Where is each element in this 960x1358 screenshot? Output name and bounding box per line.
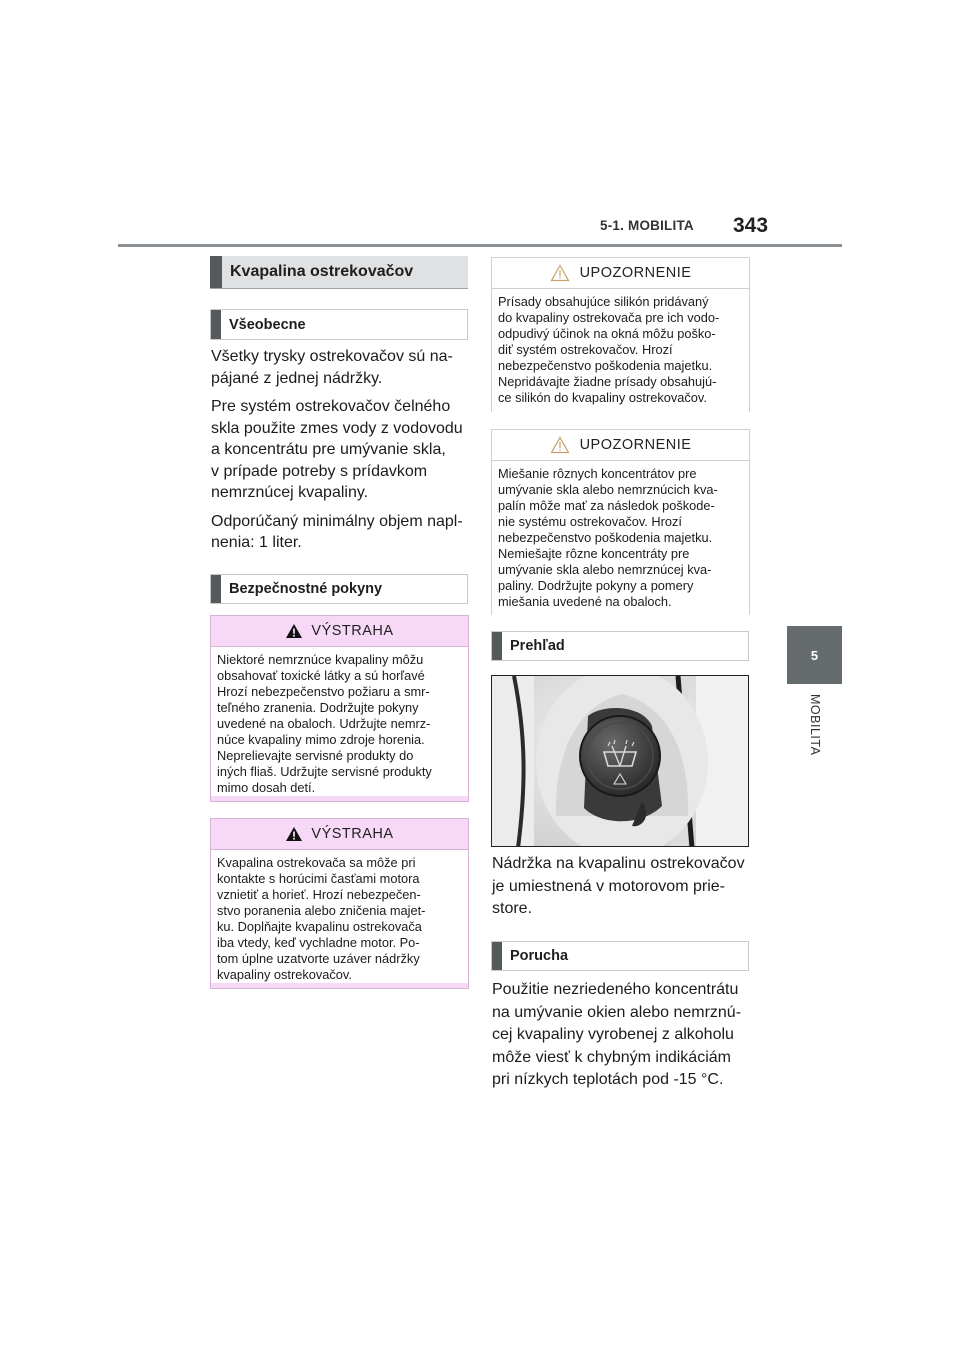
main-heading-rule <box>210 288 468 289</box>
warning-title: VÝSTRAHA <box>211 819 468 849</box>
warning-title: VÝSTRAHA <box>211 616 468 646</box>
notice-text: Miešanie rôznych koncentrátov pre umývanie skla alebo nemrznúcich kva- palín môže mať za následok poškode- nie systému ostrekovačov. Hrozí nebezpečenstvo poškodenia majetku. Nemiešajte rôzne koncentráty pre umývanie skla alebo nemrznúcej kva- paliny. Dodržujte pokyny a pomery miešania uvedené na obaloch. <box>492 460 749 616</box>
chapter-number: 5 <box>810 647 819 663</box>
warning-box <box>210 615 469 802</box>
paragraph: Pre systém ostrekovačov čelného skla použite zmes vody z vodovodu a koncentrátu pre umývanie skla, v prípade potreby s prídavkom nemrznúcej kvapaliny. <box>211 398 463 501</box>
page-number: 343 <box>733 214 769 237</box>
notice-box <box>491 429 750 615</box>
notice-title: UPOZORNENIE <box>492 258 749 288</box>
warning-text: Niektoré nemrznúce kvapaliny môžu obsahovať toxické látky a sú horľavé Hrozí nebezpečenstvo požiaru a smr- teľného zranenia. Dodržujte pokyny uvedené na obaloch. Udržujte nemrz- núce kvapaliny mimo zdroje horenia. Neprelievajte servisné produkty do iných fliaš. Udržujte servisné produkty mimo dosah detí. <box>211 646 468 796</box>
paragraph: Odporúčaný minimálny objem napl- nenia: 1 liter. <box>211 512 463 551</box>
washer-cap-icon <box>492 676 749 847</box>
warning-text: Kvapalina ostrekovača sa môže pri kontakte s horúcimi časťami motora vznietiť a horieť. Hrozí nebezpečen- stvo poranenia alebo zničenia majet- ku. Doplňajte kvapalinu ostrekovača iba vtedy, keď vychladne motor. Po- tom úplne uzatvorte uzáver nádržky kvapaliny ostrekovačov. <box>211 849 468 983</box>
side-rule <box>787 244 842 247</box>
warning-triangle-icon <box>285 623 303 639</box>
photo-caption: Nádržka na kvapalinu ostrekovačov je umiestnená v motorovom prie- store. <box>492 855 745 917</box>
section-title: 5-1. MOBILITA <box>600 218 694 233</box>
fault-text: Použitie nezriedeného koncentrátu na umývanie okien alebo nemrznú- cej kvapaliny vyrobenej z alkoholu môže viesť k chybným indikáciám pri nízkych teplotách pod -15 °C. <box>492 981 742 1088</box>
notice-box <box>491 257 750 412</box>
warning-box <box>210 818 469 989</box>
fault-heading: Porucha <box>491 941 749 971</box>
overview-heading: Prehľad <box>491 631 749 661</box>
safety-heading: Bezpečnostné pokyny <box>210 574 468 604</box>
caution-triangle-icon <box>550 264 570 282</box>
chapter-tab[interactable] <box>787 626 842 684</box>
washer-reservoir-photo <box>491 675 749 847</box>
notice-title: UPOZORNENIE <box>492 430 749 460</box>
chapter-label: MOBILITA <box>808 694 822 756</box>
notice-text: Prísady obsahujúce silikón pridávaný do kvapaliny ostrekovača pre ich vodo- odpudivý účinok na okná môžu poško- diť systém ostrekovačov. Hrozí nebezpečenstvo poškodenia majetku. Nepridávajte žiadne prísady obsahujú- ce silikón do kvapaliny ostrekovačov. <box>492 288 749 412</box>
paragraph: Všetky trysky ostrekovačov sú na- pájané z jednej nádržky. <box>211 348 453 387</box>
warning-triangle-icon <box>285 826 303 842</box>
caution-triangle-icon <box>550 436 570 454</box>
general-heading: Všeobecne <box>210 309 468 340</box>
main-heading: Kvapalina ostrekovačov <box>210 256 468 288</box>
general-text <box>211 346 471 554</box>
header-rule <box>118 244 842 247</box>
